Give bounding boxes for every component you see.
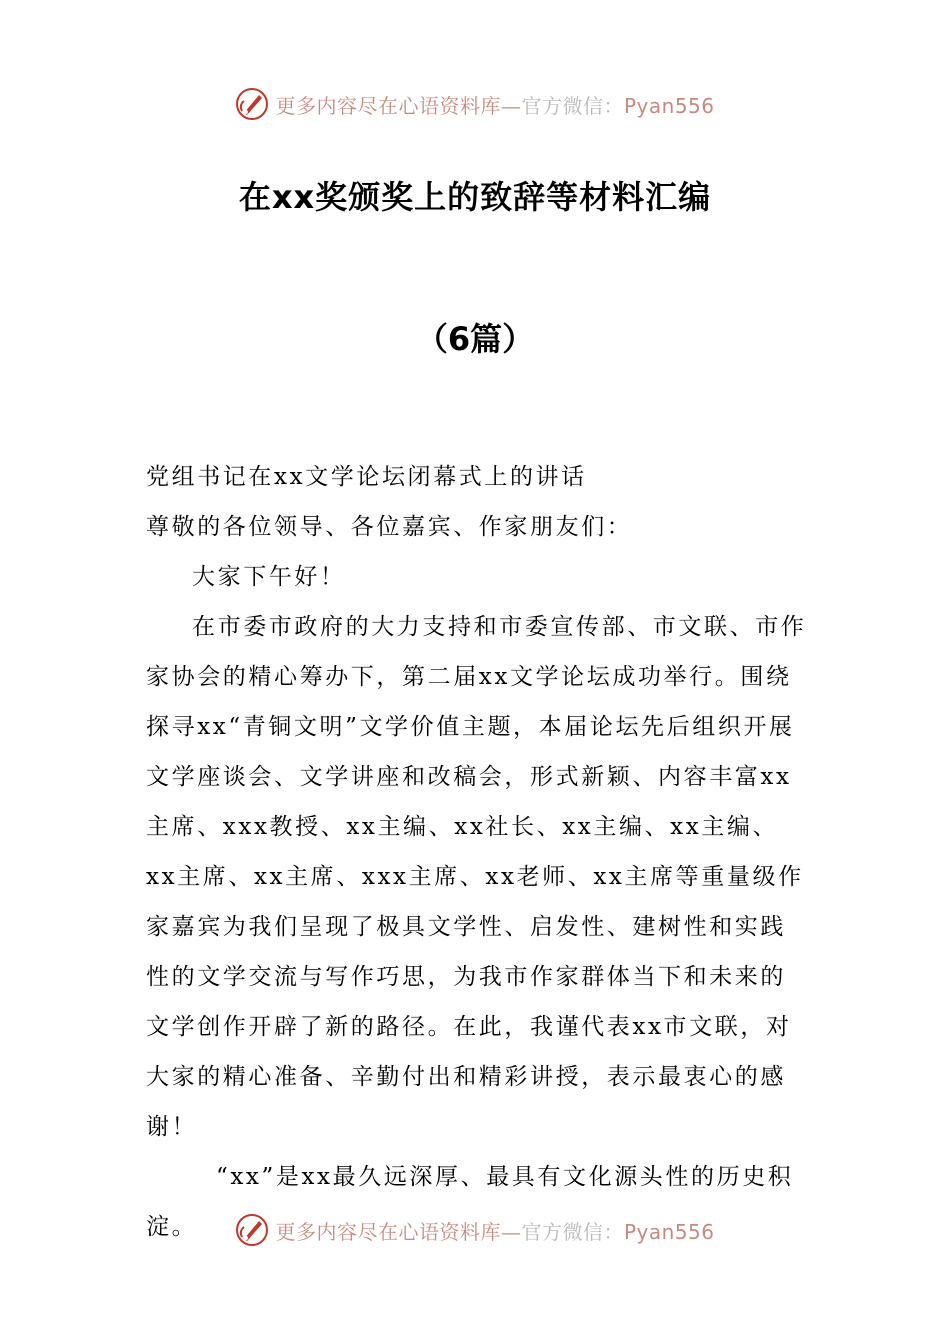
watermark-footer (0, 1208, 950, 1252)
watermark-label: 官方微信： (521, 93, 624, 118)
watermark-prefix: 更多内容尽在心语资料库 (275, 1219, 501, 1244)
watermark-id: Pyan556 (623, 93, 715, 118)
section-heading: 党组书记在xx文学论坛闭幕式上的讲话 (146, 464, 587, 490)
document-title: 在xx奖颁奖上的致辞等材料汇编 (238, 178, 712, 216)
salutation: 尊敬的各位领导、各位嘉宾、作家朋友们： (146, 514, 633, 540)
watermark-text (275, 90, 714, 119)
quill-pen-logo-icon (235, 87, 269, 121)
document-subtitle: （6篇） (415, 320, 535, 358)
paragraph-1: 在市委市政府的大力支持和市委宣传部、市文联、市作家协会的精心筹办下，第二届xx文学论坛成功举行。围绕探寻xx“青铜文明”文学价值主题，本届论坛先后组织开展文学座谈会、文学讲座和改稿会，形式新颖、内容丰富xx主席、xxx教授、xx主编、xx社长、xx主编、xx主编、xx主席、xx主席、xxx主席、xx老师、xx主席等重量级作家嘉宾为我们呈现了极具文学性、启发性、建树性和实践性的文学交流与写作巧思，为我市作家群体当下和未来的文学创作开辟了新的路径。在此，我谨代表xx市文联，对大家的精心准备、辛勤付出和精彩讲授，表示最衷心的感谢！ (146, 614, 807, 1140)
watermark-prefix: 更多内容尽在心语资料库 (275, 93, 501, 118)
quill-pen-logo-icon (235, 1213, 269, 1247)
paragraph-2: “xx”是xx最久远深厚、最具有文化源头性的历史积淀。 (146, 1164, 794, 1240)
watermark-separator: — (500, 93, 522, 118)
watermark-id: Pyan556 (623, 1219, 715, 1244)
watermark-label: 官方微信： (521, 1219, 624, 1244)
watermark-header (0, 82, 950, 126)
document-body (146, 452, 808, 1252)
watermark-separator: — (500, 1219, 522, 1244)
watermark-text (275, 1216, 714, 1245)
greeting: 大家下午好！ (192, 564, 346, 590)
